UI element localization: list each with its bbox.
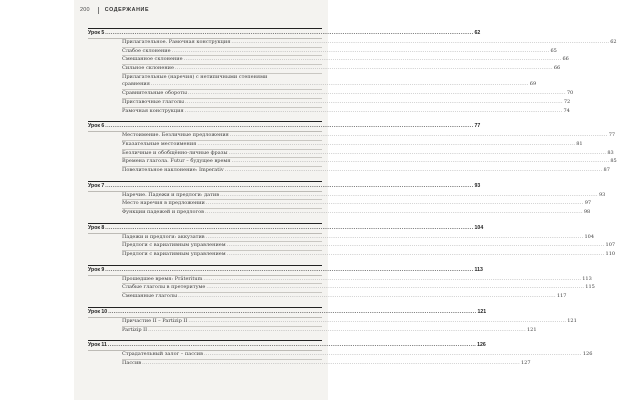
dot-leader: ........................................................................................................................................................................................................ <box>184 107 563 114</box>
topic-list <box>88 191 606 217</box>
dot-leader: ........................................................................................................................................................................................................ <box>148 326 526 333</box>
lesson-section <box>88 181 606 223</box>
dot-leader: ........................................................................................................................................................................................................ <box>183 56 562 63</box>
lesson-page-number: 77 <box>474 123 481 130</box>
dot-leader: ........................................................................................................................................................................................................ <box>105 123 474 130</box>
dot-leader: ........................................................................................................................................................................................................ <box>105 182 474 189</box>
dot-leader: ........................................................................................................................................................................................................ <box>203 275 582 282</box>
topic-title: Смешанные глаголы <box>122 293 178 300</box>
dot-leader: ........................................................................................................................................................................................................ <box>185 98 563 105</box>
topic-page-number: 85 <box>610 158 617 165</box>
topic-page-number: 72 <box>563 98 571 105</box>
topic-list <box>88 317 577 334</box>
lesson-title: Урок 10 <box>88 308 108 315</box>
topic-title: Предлоги с вариативным управлением <box>122 251 226 258</box>
topic-entry[interactable] <box>122 292 567 301</box>
topic-title: Предлоги с вариативным управлением <box>122 242 226 249</box>
topic-title: Повелительное наклонение: Imperativ <box>122 166 224 173</box>
dot-leader: ........................................................................................................................................................................................................ <box>220 191 598 198</box>
lesson-title: Урок 9 <box>88 266 105 273</box>
dot-leader: ........................................................................................................................................................................................................ <box>171 47 550 54</box>
dot-leader: ........................................................................................................................................................................................................ <box>174 65 553 72</box>
lesson-section <box>88 265 595 307</box>
topic-title-line: Прилагательные (наречия) с нетипичными степенями <box>122 73 268 80</box>
dot-leader: ........................................................................................................................................................................................................ <box>229 132 608 139</box>
topic-page-number: 113 <box>582 275 592 282</box>
dot-leader: ........................................................................................................................................................................................................ <box>108 308 477 315</box>
topic-entry[interactable] <box>122 64 561 73</box>
topic-page-number: 81 <box>576 140 583 147</box>
lesson-heading[interactable] <box>88 341 486 350</box>
lesson-heading[interactable] <box>88 122 481 131</box>
lesson-page-number: 126 <box>477 342 486 349</box>
dot-leader: ........................................................................................................................................................................................................ <box>105 224 474 231</box>
topic-entry[interactable] <box>122 191 606 200</box>
topic-entry[interactable] <box>122 73 537 89</box>
lesson-section <box>88 121 617 180</box>
topic-page-number: 117 <box>556 293 567 300</box>
topic-page-number: 110 <box>605 251 616 258</box>
lesson-title: Урок 11 <box>88 342 107 349</box>
lesson-title: Урок 5 <box>88 30 105 36</box>
topic-title: Приставочные глаголы <box>122 98 184 105</box>
dot-leader: ........................................................................................................................................................................................................ <box>150 81 529 88</box>
topic-title: сравнения <box>122 81 150 88</box>
topic-entry[interactable] <box>122 39 617 47</box>
dot-leader: ........................................................................................................................................................................................................ <box>231 158 610 165</box>
topic-title: Прошедшее время: Präteritum <box>122 275 203 282</box>
dot-leader: ........................................................................................................................................................................................................ <box>142 359 520 366</box>
topic-entry[interactable] <box>122 55 569 64</box>
topic-title: Рамочная конструкция <box>122 107 184 114</box>
lesson-title: Урок 6 <box>88 123 105 130</box>
topic-title: Причастие II – Partizip II <box>122 317 188 324</box>
topic-page-number: 104 <box>584 233 595 240</box>
topic-page-number: 62 <box>610 39 617 45</box>
topic-entry[interactable] <box>122 149 614 158</box>
topic-entry[interactable] <box>122 317 577 326</box>
dot-leader: ........................................................................................................................................................................................................ <box>224 166 603 173</box>
topic-title: Наречие. Падежи и предлоги: датив <box>122 191 220 198</box>
topic-title: Сравнительные обороты <box>122 90 187 97</box>
topic-title: Безличные и обобщённо-личные фразы <box>122 149 228 156</box>
topic-entry[interactable] <box>122 326 537 335</box>
topic-title: Слабые глаголы в претеритуме <box>122 284 206 291</box>
dot-leader: ........................................................................................................................................................................................................ <box>204 209 583 215</box>
topic-page-number: 70 <box>566 90 574 97</box>
dot-leader: ........................................................................................................................................................................................................ <box>107 342 477 349</box>
topic-page-number: 69 <box>529 81 537 88</box>
lesson-page-number: 121 <box>477 308 487 315</box>
page-number: 200 <box>80 7 90 13</box>
topic-title: Местоимение. Безличные предложения <box>122 132 229 139</box>
topic-entry[interactable] <box>122 199 592 208</box>
lesson-title: Урок 7 <box>88 182 105 189</box>
topic-page-number: 115 <box>585 284 595 291</box>
topic-page-number: 77 <box>608 132 616 139</box>
topic-entry[interactable] <box>122 132 616 140</box>
topic-title: Времена глагола. Futur – будущее время <box>122 158 231 165</box>
lesson-heading[interactable] <box>88 182 481 191</box>
topic-page-number: 126 <box>582 351 593 358</box>
header-divider <box>98 7 99 14</box>
topic-list <box>88 351 593 367</box>
topic-entry[interactable] <box>122 47 557 56</box>
topic-title: Partizip II <box>122 326 148 333</box>
lesson-section <box>88 340 593 367</box>
header-title: СОДЕРЖАНИЕ <box>104 7 150 13</box>
topic-title: Указательные местоимения <box>122 140 197 147</box>
topic-page-number: 98 <box>583 209 591 215</box>
lesson-section <box>88 223 616 265</box>
topic-page-number: 65 <box>550 47 557 54</box>
topic-page-number: 93 <box>598 191 606 198</box>
dot-leader: ........................................................................................................................................................................................................ <box>188 317 567 324</box>
topic-page-number: 121 <box>526 326 537 333</box>
topic-page-number: 66 <box>553 65 561 72</box>
dot-leader: ........................................................................................................................................................................................................ <box>205 200 584 207</box>
topic-page-number: 66 <box>562 56 569 63</box>
lesson-heading[interactable] <box>88 308 487 317</box>
topic-entry[interactable] <box>122 166 610 175</box>
dot-leader: ........................................................................................................................................................................................................ <box>231 39 610 45</box>
topic-entry[interactable] <box>122 233 595 242</box>
topic-entry[interactable] <box>122 98 571 107</box>
topic-entry[interactable] <box>122 157 617 166</box>
lesson-page-number: 113 <box>474 266 483 273</box>
topic-title: Страдательный залог – пассив <box>122 351 203 358</box>
topic-title: Место наречия в предложении <box>122 200 205 207</box>
topic-entry[interactable] <box>122 359 531 368</box>
topic-list <box>88 233 616 259</box>
topic-page-number: 107 <box>605 242 616 249</box>
lesson-title: Урок 8 <box>88 224 105 231</box>
dot-leader: ........................................................................................................................................................................................................ <box>187 90 566 97</box>
dot-leader: ........................................................................................................................................................................................................ <box>206 284 585 291</box>
table-of-contents <box>88 28 617 368</box>
lesson-heading[interactable] <box>88 29 481 38</box>
lesson-section <box>88 307 577 340</box>
topic-entry[interactable] <box>122 250 616 259</box>
topic-title: Слабое склонение <box>122 47 171 54</box>
lesson-page-number: 93 <box>474 182 481 189</box>
topic-entry[interactable] <box>122 351 593 359</box>
topic-title: Прилагательное. Рамочная конструкция <box>122 39 231 45</box>
topic-entry[interactable] <box>122 107 570 116</box>
dot-leader: ........................................................................................................................................................................................................ <box>197 140 576 147</box>
book-page <box>74 0 617 400</box>
dot-leader: ........................................................................................................................................................................................................ <box>205 233 584 240</box>
topic-list <box>88 275 595 301</box>
topic-page-number: 121 <box>567 317 577 324</box>
lesson-page-number: 104 <box>474 224 484 231</box>
topic-list <box>88 132 617 174</box>
topic-entry[interactable] <box>122 208 591 217</box>
lesson-page-number: 62 <box>474 30 481 36</box>
topic-entry[interactable] <box>122 140 583 149</box>
topic-page-number: 83 <box>607 149 614 156</box>
topic-list <box>88 39 617 115</box>
dot-leader: ........................................................................................................................................................................................................ <box>203 351 582 358</box>
topic-entry[interactable] <box>122 241 616 250</box>
topic-page-number: 74 <box>563 107 570 114</box>
dot-leader: ........................................................................................................................................................................................................ <box>226 251 605 258</box>
topic-entry[interactable] <box>122 275 592 284</box>
dot-leader: ........................................................................................................................................................................................................ <box>228 149 607 156</box>
topic-title: Функции падежей и предлогов <box>122 209 204 215</box>
topic-title: Сильное склонение <box>122 65 174 72</box>
dot-leader: ........................................................................................................................................................................................................ <box>105 266 474 273</box>
lesson-section <box>88 28 617 121</box>
dot-leader: ........................................................................................................................................................................................................ <box>226 242 605 249</box>
dot-leader: ........................................................................................................................................................................................................ <box>178 293 556 300</box>
topic-page-number: 127 <box>520 359 531 366</box>
lesson-heading[interactable] <box>88 224 484 233</box>
topic-entry[interactable] <box>122 283 595 292</box>
lesson-heading[interactable] <box>88 266 483 275</box>
topic-page-number: 97 <box>584 200 592 207</box>
topic-title: Пассив <box>122 359 142 366</box>
running-header <box>80 4 149 16</box>
topic-page-number: 87 <box>603 166 610 173</box>
topic-title: Смешанное склонение <box>122 56 183 63</box>
dot-leader: ........................................................................................................................................................................................................ <box>105 30 474 36</box>
topic-title: Падежи и предлоги: аккузатив <box>122 233 205 240</box>
topic-entry[interactable] <box>122 89 574 98</box>
